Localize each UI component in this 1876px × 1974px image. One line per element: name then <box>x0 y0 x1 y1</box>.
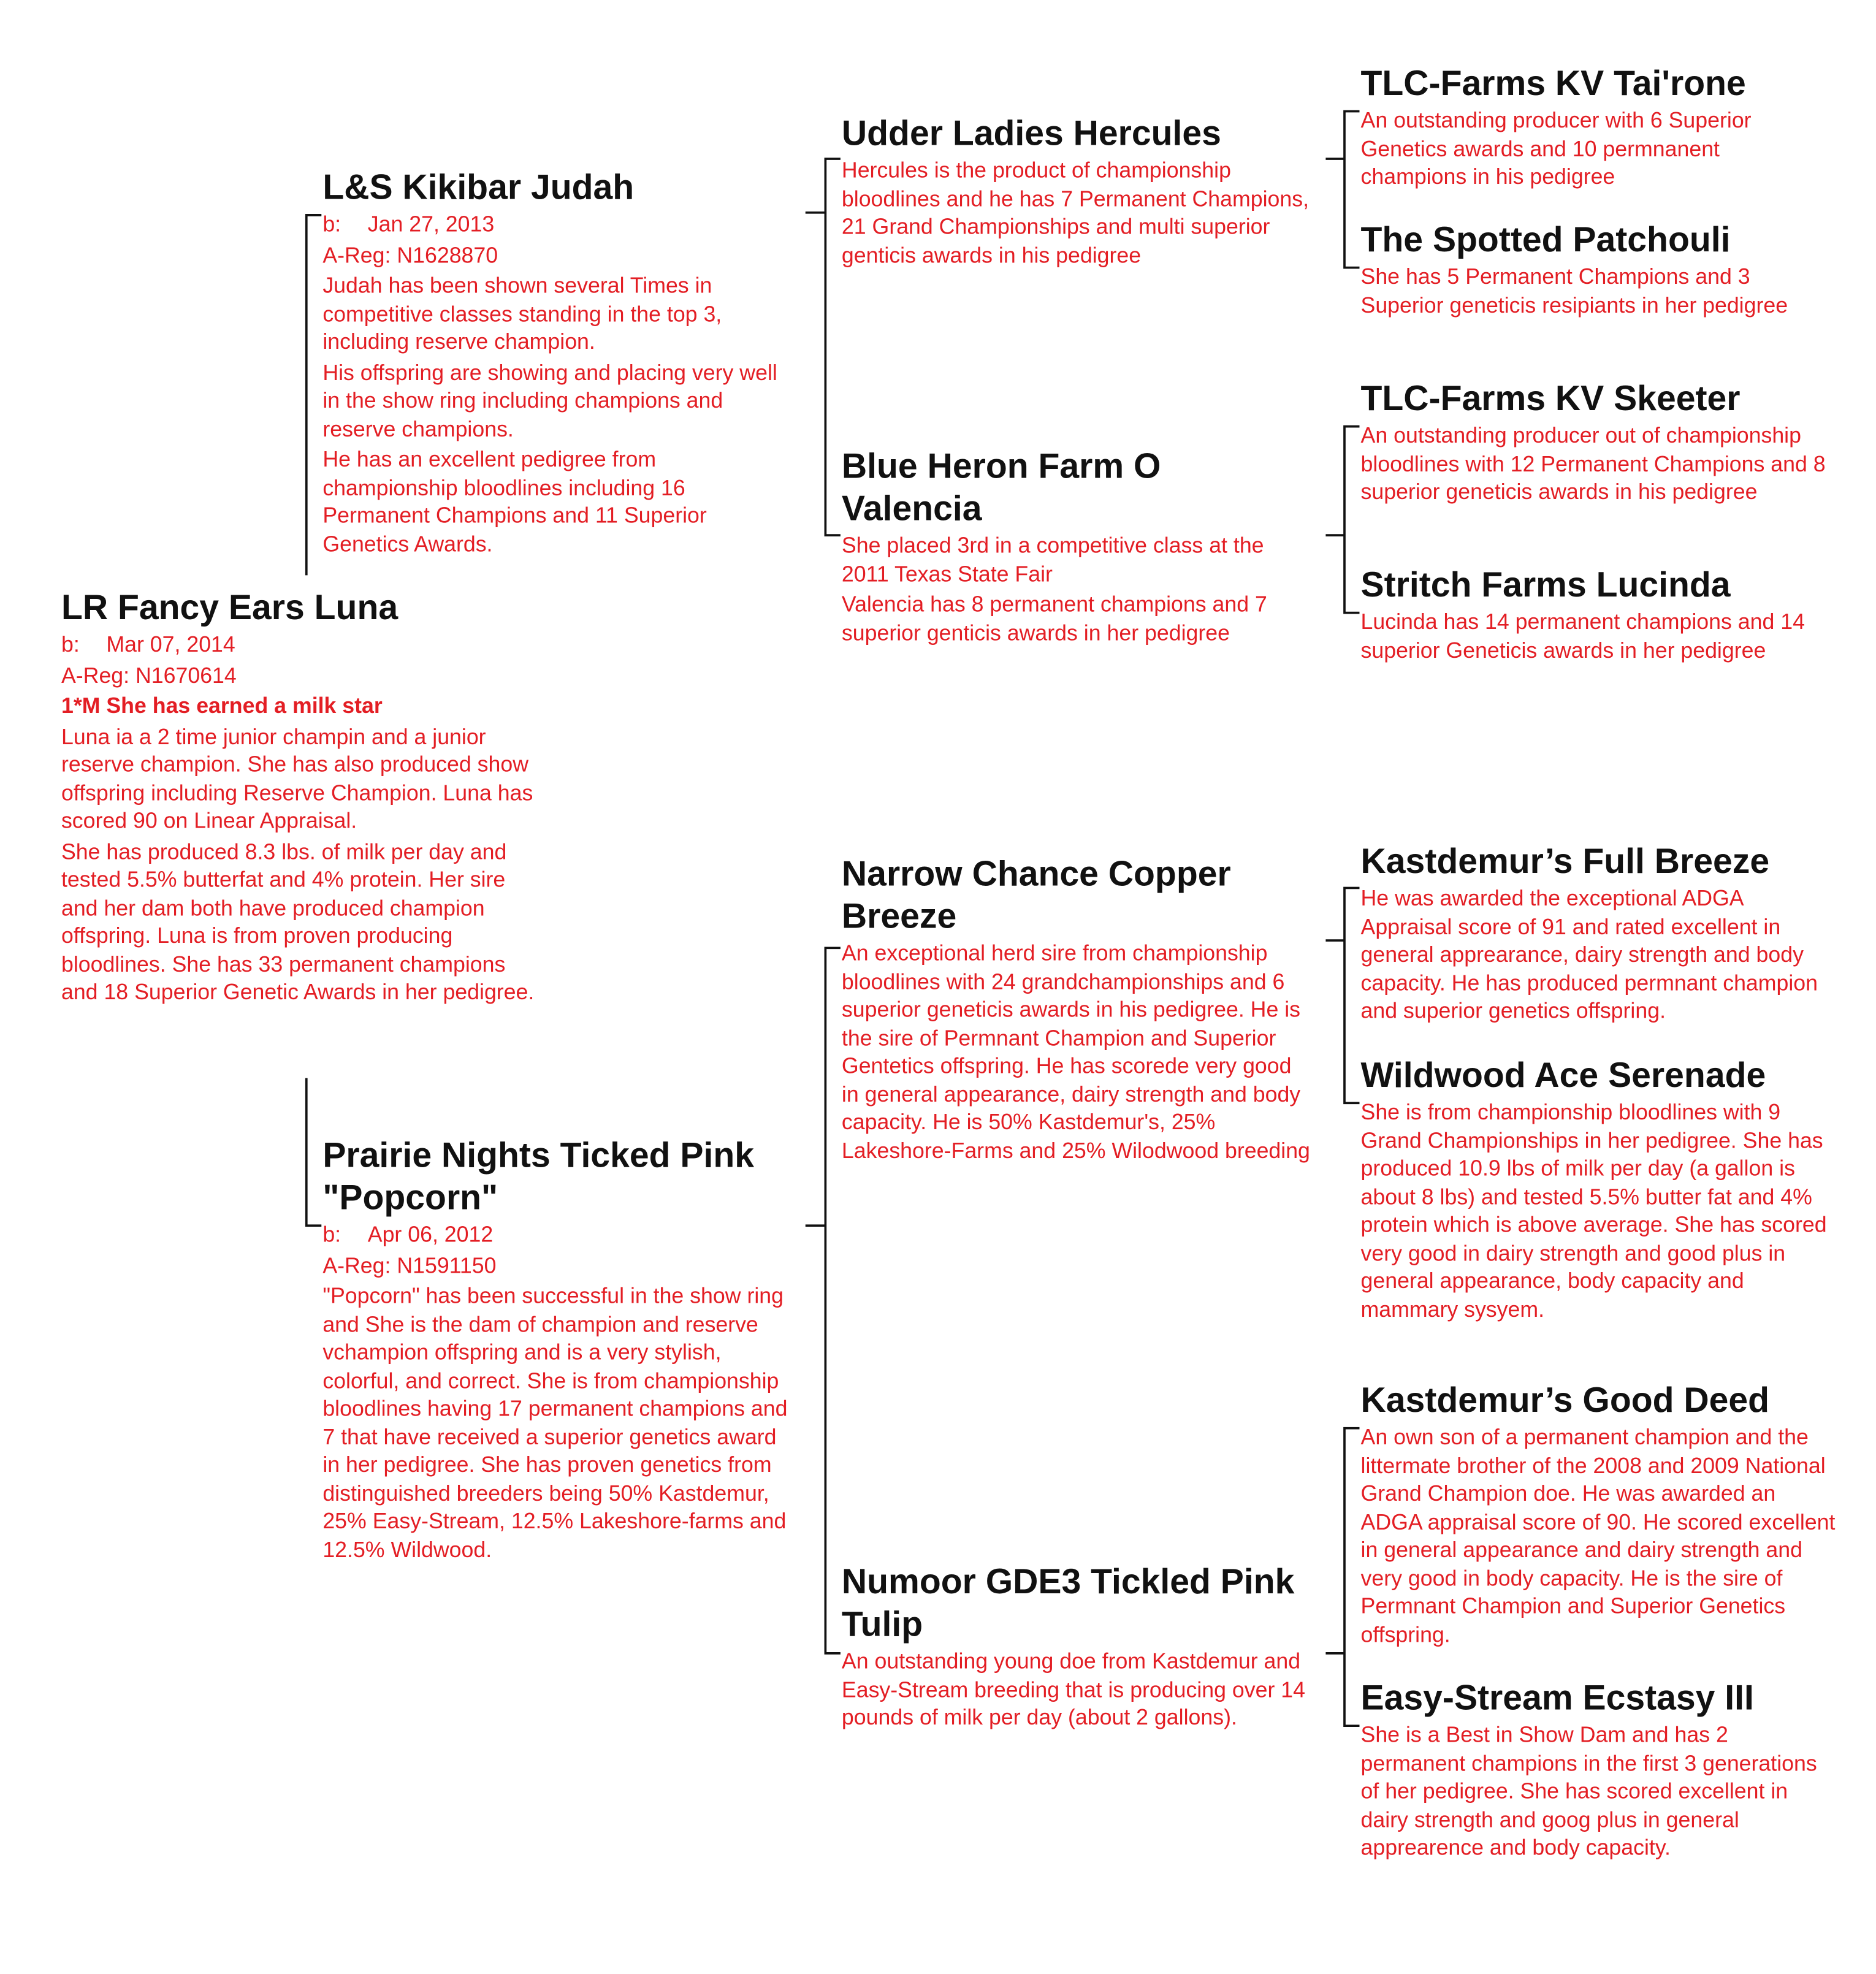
sire-dam-paragraph: Valencia has 8 permanent champions and 7 superior genticis awards in her pedigree <box>841 591 1267 645</box>
ds-dam-name: Wildwood Ace Serenade <box>1360 1055 1766 1094</box>
sd-dam-paragraph: Lucinda has 14 permanent champions and 14 superior Geneticis awards in her pedigree <box>1360 609 1805 663</box>
subject-paragraph: She has produced 8.3 lbs. of milk per day and tested 5.5% butterfat and 4% protein. Her sire and her dam both have produced champion offspring. Luna is from proven producing bloodlines. She has 33 permanent champions and 18 Superior Genetic Awards in her pedigree. <box>61 838 535 1005</box>
ss-dam-card <box>1361 219 1830 321</box>
subject-born-date: Mar 07, 2014 <box>106 631 235 657</box>
dd-dam-paragraph: She is a Best in Show Dam and has 2 permanent champions in the first 3 generations of her pedigree. She has scored excellent in dairy strength and goog plus in general apprearence and body capacity. <box>1360 1722 1817 1860</box>
connector-ss <box>1344 112 1359 268</box>
dam-name: Prairie Nights Ticked Pink "Popcorn" <box>322 1135 755 1217</box>
dam-born-date: Apr 06, 2012 <box>367 1222 494 1247</box>
dam-paragraph: "Popcorn" has been successful in the show ring and She is the dam of champion and reserve vchampion offspring and is a very stylish, colorful, and correct. She is from championship bloodlines having 17 permanent champions and 7 that have received a superior genetics award in her pedigree. She has proven genetics from distinguished breeders being 50% Kastdemur, 25% Easy-Stream, 12.5% Lakeshore-farms and 12.5% Wildwood. <box>322 1283 788 1561</box>
sire-dam-paragraph: She placed 3rd in a competitive class at the 2011 Texas State Fair <box>841 533 1264 586</box>
connector-dam-grandparents <box>825 948 840 1653</box>
sire-born-date: Jan 27, 2013 <box>367 211 495 237</box>
sd-sire-paragraph: An outstanding producer out of championship bloodlines with 12 Permanent Champions and 8 superior geneticis awards in his pedigree <box>1360 422 1826 505</box>
sd-sire-name: TLC-Farms KV Skeeter <box>1360 379 1741 418</box>
dam-sire-card <box>842 853 1311 1167</box>
dd-sire-name: Kastdemur’s Good Deed <box>1360 1381 1770 1420</box>
subject-registration: A-Reg: N1670614 <box>61 662 237 687</box>
subject-name: LR Fancy Ears Luna <box>61 587 398 627</box>
dam-card <box>322 1134 791 1566</box>
sire-paragraph: Judah has been shown several Times in competitive classes standing in the top 3, including reserve champion. <box>322 272 722 354</box>
subject-milk-star: 1*M She has earned a milk star <box>61 693 383 718</box>
sire-born-line: b: Jan 27, 2013 <box>322 211 495 237</box>
ss-sire-name: TLC-Farms KV Tai'rone <box>1360 64 1746 103</box>
dd-dam-name: Easy-Stream Ecstasy III <box>1360 1678 1754 1717</box>
sd-sire-card <box>1361 378 1830 508</box>
sd-dam-name: Stritch Farms Lucinda <box>1360 565 1731 604</box>
sire-card <box>322 166 785 560</box>
connector-subject-dam <box>307 1078 321 1225</box>
subject-card <box>61 587 536 1009</box>
ds-dam-paragraph: She is from championship bloodlines with 9 Grand Championships in her pedigree. She has produced 10.9 lbs of milk per day (a gallon is about 8 lbs) and tested 5.5% butter fat and 4% protein which is above average. She has scored very good in dairy strength and good plus in general appearance, body capacity and mammary sysyem. <box>1360 1099 1827 1322</box>
connector-ds <box>1344 888 1359 1103</box>
connector-dd <box>1344 1428 1359 1726</box>
sire-name: L&S Kikibar Judah <box>322 167 635 207</box>
sire-sire-name: Udder Ladies Hercules <box>841 113 1221 153</box>
dam-dam-name: Numoor GDE3 Tickled Pink Tulip <box>841 1561 1295 1644</box>
dam-sire-name: Narrow Chance Copper Breeze <box>841 854 1231 936</box>
sire-registration: A-Reg: N1628870 <box>322 242 498 267</box>
sire-sire-paragraph: Hercules is the product of championship bloodlines and he has 7 Permanent Champions, 21 Grand Championships and multi superior genticis awards in his pedigree <box>841 158 1310 267</box>
dam-dam-card <box>842 1561 1311 1734</box>
connector-sd <box>1344 427 1359 613</box>
sire-paragraph: He has an excellent pedigree from championship bloodlines including 16 Permanent Champions and 11 Superior Genetics Awards. <box>322 446 707 556</box>
ss-dam-name: The Spotted Patchouli <box>1360 220 1731 259</box>
ds-sire-paragraph: He was awarded the exceptional ADGA Appraisal score of 91 and rated excellent in general apprearance, dairy strength and body capacity. He has produced permnant champion and superior genetics offspring. <box>1360 885 1818 1023</box>
sire-paragraph: His offspring are showing and placing very well in the show ring including champions and reserve champions. <box>322 359 777 441</box>
ss-dam-paragraph: She has 5 Permanent Champions and 3 Superior geneticis resipiants in her pedigree <box>1360 264 1788 318</box>
connector-sire-grandparents <box>825 159 840 535</box>
sd-dam-card <box>1361 564 1830 666</box>
dd-sire-paragraph: An own son of a permanent champion and the littermate brother of the 2008 and 2009 National Grand Champion doe. He was awarded an ADGA appraisal score of 90. He scored excellent in general appearance and dairy strength and very good in body capacity. He is the sire of Permnant Champion and Superior Genetics offspring. <box>1360 1424 1836 1647</box>
dam-registration: A-Reg: N1591150 <box>322 1252 497 1278</box>
ss-sire-card <box>1361 63 1830 193</box>
connector-subject-sire <box>307 215 321 576</box>
dd-dam-card <box>1361 1677 1830 1864</box>
sire-dam-card <box>842 445 1305 649</box>
ds-dam-card <box>1361 1054 1830 1326</box>
subject-born-line: b: Mar 07, 2014 <box>61 631 235 657</box>
dam-born-line: b: Apr 06, 2012 <box>322 1222 494 1247</box>
dam-dam-paragraph: An outstanding young doe from Kastdemur and Easy-Stream breeding that is producing over 14 pounds of milk per day (about 2 gallons). <box>841 1648 1305 1730</box>
dam-sire-paragraph: An exceptional herd sire from championship bloodlines with 24 grandchampionships and 6 superior geneticis awards in his pedigree. He is the sire of Permnant Champion and Superior Gentetics offspring. He has scorede very good in general appearance, dairy strength and body capacity. He is 50% Kastdemur's, 25% Lakeshore-Farms and 25% Wilodwood breeding <box>841 940 1310 1163</box>
sire-dam-name: Blue Heron Farm O Valencia <box>841 446 1161 528</box>
ds-sire-card <box>1361 840 1830 1027</box>
sire-sire-card <box>842 113 1317 272</box>
ss-sire-paragraph: An outstanding producer with 6 Superior Genetics awards and 10 permnanent champions in his pedigree <box>1360 107 1752 189</box>
ds-sire-name: Kastdemur’s Full Breeze <box>1360 841 1770 881</box>
dd-sire-card <box>1361 1379 1836 1651</box>
subject-paragraph: Luna ia a 2 time junior champin and a junior reserve champion. She has also produced show offspring including Reserve Champion. Luna has scored 90 on Linear Appraisal. <box>61 723 533 833</box>
